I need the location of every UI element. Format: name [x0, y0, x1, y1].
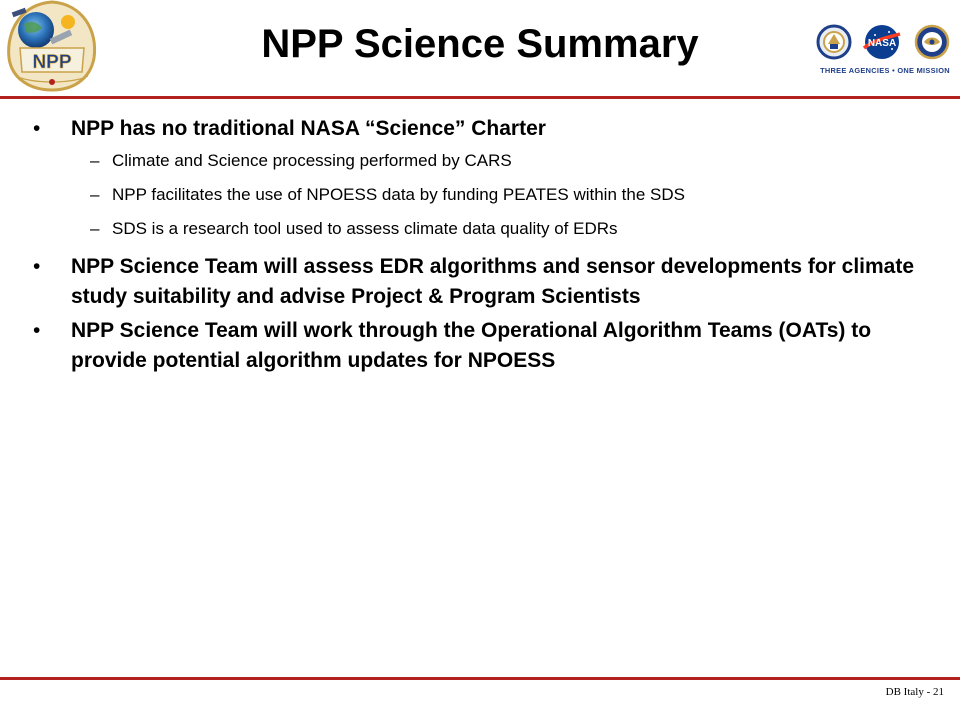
slide-footer: DB Italy - 21 — [885, 686, 944, 698]
sub-bullet-item — [30, 184, 940, 206]
agency-logo-caption: THREE AGENCIES • ONE MISSION — [820, 66, 950, 75]
nasa-meatball-icon — [864, 25, 900, 59]
sub-bullet-list — [30, 150, 940, 240]
sub-bullet-item — [30, 150, 940, 172]
doc-seal-icon — [818, 26, 850, 58]
header-divider — [0, 96, 960, 99]
slide-title: NPP Science Summary — [261, 22, 699, 66]
npp-logo-text: NPP — [32, 52, 72, 73]
bullet-marker: • — [33, 319, 41, 342]
sub-bullet-marker: – — [90, 151, 100, 170]
sub-bullet-marker: – — [90, 185, 100, 204]
dod-seal-icon — [916, 26, 948, 58]
footer-divider — [0, 677, 960, 680]
bullet-text: NPP Science Team will work through the Operational Algorithm Teams (OATs) to provide potential algorithm updates for NPOESS — [71, 319, 872, 372]
sub-bullet-text: NPP facilitates the use of NPOESS data by funding PEATES within the SDS — [112, 185, 685, 204]
bullet-item — [30, 316, 940, 376]
agency-seals-logo — [812, 18, 958, 80]
bullet-marker: • — [33, 117, 41, 140]
bullet-text: NPP has no traditional NASA “Science” Charter — [71, 117, 546, 140]
bullet-list — [30, 114, 940, 380]
sub-bullet-item — [30, 218, 940, 240]
sub-bullet-text: SDS is a research tool used to assess climate data quality of EDRs — [112, 219, 618, 238]
bullet-item — [30, 114, 940, 144]
bullet-text: NPP Science Team will assess EDR algorithms and sensor developments for climate study suitability and advise Project & Program Scientists — [71, 255, 915, 308]
bullet-item — [30, 252, 940, 312]
nasa-logo-text: NASA — [867, 38, 897, 49]
sub-bullet-text: Climate and Science processing performed by CARS — [112, 151, 512, 170]
sub-bullet-marker: – — [90, 219, 100, 238]
bullet-marker: • — [33, 255, 41, 278]
